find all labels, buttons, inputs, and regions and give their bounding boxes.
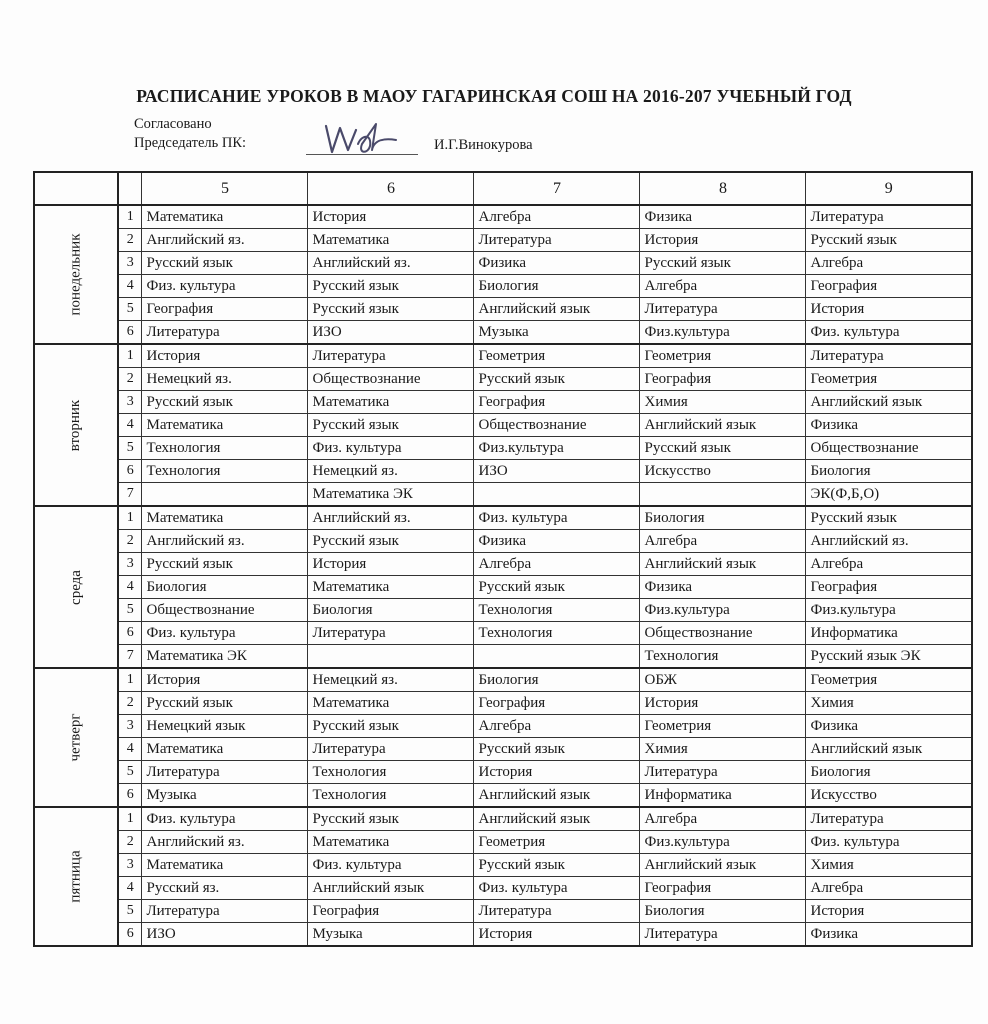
lesson-cell: Физика: [640, 205, 806, 229]
signature-line: [306, 154, 418, 155]
day-label-cell: [34, 807, 118, 946]
lesson-cell: Английский язык: [640, 553, 806, 576]
lesson-cell: Алгебра: [474, 205, 640, 229]
lesson-cell: Математика: [308, 831, 474, 854]
lesson-number: 4: [118, 877, 142, 900]
table-row: [34, 576, 972, 599]
lesson-number: 3: [118, 553, 142, 576]
lesson-cell: Физ. культура: [142, 275, 308, 298]
lesson-number: 4: [118, 414, 142, 437]
lesson-number: 3: [118, 854, 142, 877]
table-row: [34, 321, 972, 345]
lesson-cell: Русский язык: [474, 738, 640, 761]
approval-agreed-label: Согласовано: [134, 116, 212, 132]
lesson-cell: Литература: [308, 344, 474, 368]
lesson-number: 2: [118, 692, 142, 715]
lesson-cell: [640, 483, 806, 507]
lesson-cell: Химия: [640, 391, 806, 414]
table-row: [34, 298, 972, 321]
table-row: [34, 761, 972, 784]
lesson-cell: История: [142, 668, 308, 692]
lesson-cell: ЭК(Ф,Б,О): [806, 483, 972, 507]
lesson-cell: Английский яз.: [806, 530, 972, 553]
lesson-cell: Литература: [640, 298, 806, 321]
lesson-cell: Физ. культура: [142, 622, 308, 645]
lesson-cell: Русский язык: [640, 437, 806, 460]
lesson-cell: Русский язык: [308, 275, 474, 298]
table-row: [34, 599, 972, 622]
table-row: [34, 923, 972, 947]
lesson-cell: ОБЖ: [640, 668, 806, 692]
lesson-cell: Английский яз.: [308, 506, 474, 530]
table-row: [34, 900, 972, 923]
lesson-cell: Русский язык: [308, 807, 474, 831]
lesson-cell: Русский язык: [142, 252, 308, 275]
lesson-cell: География: [474, 391, 640, 414]
lesson-cell: Английский яз.: [142, 530, 308, 553]
lesson-cell: Геометрия: [806, 668, 972, 692]
lesson-cell: Английский яз.: [142, 831, 308, 854]
lesson-cell: Литература: [474, 900, 640, 923]
day-label: пятница: [67, 850, 84, 903]
lesson-cell: Технология: [142, 437, 308, 460]
lesson-cell: Русский язык: [308, 298, 474, 321]
lesson-cell: География: [308, 900, 474, 923]
table-row: [34, 368, 972, 391]
approval-chair-label: Председатель ПК:: [134, 135, 247, 151]
lesson-cell: Русский язык: [806, 506, 972, 530]
lesson-cell: Технология: [640, 645, 806, 669]
lesson-cell: Алгебра: [806, 252, 972, 275]
lesson-cell: Биология: [474, 668, 640, 692]
lesson-number: 2: [118, 530, 142, 553]
lesson-number: 6: [118, 321, 142, 345]
lesson-cell: Алгебра: [806, 553, 972, 576]
lesson-cell: Биология: [640, 506, 806, 530]
lesson-cell: Немецкий яз.: [308, 460, 474, 483]
lesson-cell: Английский яз.: [142, 229, 308, 252]
lesson-cell: Технология: [308, 761, 474, 784]
grade-header: 5: [142, 172, 308, 205]
lesson-cell: Физ. культура: [308, 437, 474, 460]
lesson-cell: Алгебра: [474, 553, 640, 576]
lesson-cell: География: [474, 692, 640, 715]
lesson-number: 5: [118, 599, 142, 622]
lesson-cell: Биология: [806, 460, 972, 483]
lesson-cell: Русский яз.: [142, 877, 308, 900]
lesson-cell: Английский яз.: [308, 252, 474, 275]
lesson-number: 3: [118, 715, 142, 738]
lesson-number: 2: [118, 368, 142, 391]
lesson-cell: Русский язык: [308, 715, 474, 738]
lesson-cell: Искусство: [640, 460, 806, 483]
lesson-cell: Обществознание: [640, 622, 806, 645]
table-row: [34, 483, 972, 507]
lesson-cell: История: [308, 553, 474, 576]
lesson-cell: История: [474, 761, 640, 784]
lesson-cell: Физ. культура: [474, 877, 640, 900]
lesson-cell: Биология: [474, 275, 640, 298]
lesson-cell: Литература: [640, 761, 806, 784]
lesson-cell: Литература: [806, 344, 972, 368]
lesson-cell: [474, 645, 640, 669]
lesson-cell: Английский язык: [806, 391, 972, 414]
lesson-cell: Математика: [308, 229, 474, 252]
document-title: РАСПИСАНИЕ УРОКОВ В МАОУ ГАГАРИНСКАЯ СОШ НА 2016-207 УЧЕБНЫЙ ГОД: [136, 86, 852, 106]
lesson-number: 1: [118, 668, 142, 692]
lesson-number: 6: [118, 622, 142, 645]
lesson-cell: Английский язык: [474, 784, 640, 808]
lesson-number: 6: [118, 460, 142, 483]
lesson-number: 2: [118, 229, 142, 252]
table-row: [34, 738, 972, 761]
lesson-cell: Математика: [308, 692, 474, 715]
lesson-cell: Литература: [806, 205, 972, 229]
lesson-cell: Обществознание: [806, 437, 972, 460]
table-row: [34, 229, 972, 252]
grade-header: 9: [806, 172, 972, 205]
lesson-cell: Литература: [640, 923, 806, 947]
lesson-cell: ИЗО: [474, 460, 640, 483]
lesson-cell: История: [806, 298, 972, 321]
day-label: понедельник: [67, 233, 84, 316]
lesson-number: 5: [118, 437, 142, 460]
lesson-number: 1: [118, 344, 142, 368]
table-row: [34, 414, 972, 437]
lesson-cell: Русский язык: [142, 391, 308, 414]
table-row: [34, 622, 972, 645]
lesson-cell: Геометрия: [806, 368, 972, 391]
day-label-cell: [34, 205, 118, 344]
lesson-cell: Немецкий яз.: [308, 668, 474, 692]
table-row: [34, 553, 972, 576]
lesson-cell: Английский язык: [308, 877, 474, 900]
lesson-cell: Физика: [640, 576, 806, 599]
lesson-cell: Обществознание: [142, 599, 308, 622]
lesson-cell: Физ.культура: [474, 437, 640, 460]
table-row: [34, 831, 972, 854]
lesson-cell: Технология: [142, 460, 308, 483]
lesson-cell: [142, 483, 308, 507]
approval-block: [134, 115, 246, 153]
day-label-cell: [34, 668, 118, 807]
lesson-cell: Технология: [474, 599, 640, 622]
table-row: [34, 645, 972, 669]
lesson-cell: Химия: [640, 738, 806, 761]
lesson-cell: Немецкий язык: [142, 715, 308, 738]
lesson-cell: Информатика: [640, 784, 806, 808]
lesson-cell: Русский язык: [142, 553, 308, 576]
lesson-cell: Геометрия: [640, 344, 806, 368]
lesson-cell: Английский язык: [474, 298, 640, 321]
lesson-number: 6: [118, 923, 142, 947]
lesson-cell: История: [640, 229, 806, 252]
lesson-number: 2: [118, 831, 142, 854]
lesson-cell: Математика: [142, 738, 308, 761]
lesson-cell: Математика: [142, 414, 308, 437]
lesson-cell: [474, 483, 640, 507]
table-row: [34, 391, 972, 414]
lesson-cell: Музыка: [308, 923, 474, 947]
lesson-cell: Физ.культура: [640, 599, 806, 622]
lesson-cell: Искусство: [806, 784, 972, 808]
lesson-cell: История: [640, 692, 806, 715]
lesson-cell: Алгебра: [806, 877, 972, 900]
table-row: [34, 692, 972, 715]
corner-cell: [34, 172, 118, 205]
lesson-cell: География: [806, 275, 972, 298]
lesson-cell: Алгебра: [640, 275, 806, 298]
table-row: [34, 344, 972, 368]
lesson-cell: Биология: [640, 900, 806, 923]
lesson-number: 6: [118, 784, 142, 808]
table-row: [34, 668, 972, 692]
lesson-cell: Физика: [806, 715, 972, 738]
lesson-cell: Физ.культура: [640, 321, 806, 345]
lesson-number: 5: [118, 900, 142, 923]
lesson-cell: Химия: [806, 854, 972, 877]
day-label-cell: [34, 344, 118, 506]
lesson-cell: Физ. культура: [806, 831, 972, 854]
lesson-cell: Математика: [308, 391, 474, 414]
lesson-cell: Математика: [142, 506, 308, 530]
table-row: [34, 877, 972, 900]
lesson-cell: Физ. культура: [142, 807, 308, 831]
lesson-cell: Литература: [142, 761, 308, 784]
lesson-cell: Русский язык: [474, 854, 640, 877]
lesson-number: 1: [118, 205, 142, 229]
lesson-cell: Биология: [806, 761, 972, 784]
lesson-cell: История: [142, 344, 308, 368]
schedule-table: [33, 171, 973, 947]
lesson-cell: Геометрия: [474, 831, 640, 854]
lesson-number: 3: [118, 391, 142, 414]
lesson-cell: Английский язык: [806, 738, 972, 761]
table-row: [34, 506, 972, 530]
lesson-cell: Русский язык: [806, 229, 972, 252]
lesson-cell: Физ.культура: [640, 831, 806, 854]
lesson-cell: Математика: [142, 205, 308, 229]
lesson-cell: Физика: [474, 252, 640, 275]
lesson-cell: Информатика: [806, 622, 972, 645]
lesson-cell: Русский язык: [640, 252, 806, 275]
lesson-cell: Математика ЭК: [142, 645, 308, 669]
lesson-number: 3: [118, 252, 142, 275]
lesson-cell: История: [806, 900, 972, 923]
lesson-cell: Физ. культура: [806, 321, 972, 345]
lesson-cell: География: [640, 368, 806, 391]
day-label: вторник: [67, 399, 84, 451]
table-row: [34, 854, 972, 877]
lesson-cell: Физ. культура: [308, 854, 474, 877]
lesson-cell: География: [142, 298, 308, 321]
table-row: [34, 715, 972, 738]
lesson-cell: Английский язык: [640, 414, 806, 437]
lesson-cell: Английский язык: [474, 807, 640, 831]
lesson-cell: Алгебра: [640, 530, 806, 553]
lesson-cell: Технология: [308, 784, 474, 808]
grade-header: 7: [474, 172, 640, 205]
lesson-cell: Математика: [142, 854, 308, 877]
lesson-cell: Литература: [142, 321, 308, 345]
lesson-cell: Обществознание: [308, 368, 474, 391]
lesson-number: 5: [118, 298, 142, 321]
grade-header: 8: [640, 172, 806, 205]
lesson-cell: Физика: [806, 923, 972, 947]
lesson-number: 7: [118, 483, 142, 507]
table-row: [34, 252, 972, 275]
table-row: [34, 205, 972, 229]
lesson-cell: История: [474, 923, 640, 947]
lesson-cell: Литература: [308, 738, 474, 761]
lesson-cell: Русский язык: [474, 576, 640, 599]
lesson-cell: Биология: [308, 599, 474, 622]
lesson-cell: Русский язык: [308, 530, 474, 553]
lesson-cell: Химия: [806, 692, 972, 715]
lesson-number: 4: [118, 576, 142, 599]
lesson-number: 5: [118, 761, 142, 784]
lesson-cell: История: [308, 205, 474, 229]
lesson-cell: Музыка: [474, 321, 640, 345]
grade-header: 6: [308, 172, 474, 205]
lesson-number: 4: [118, 738, 142, 761]
lesson-cell: Русский язык: [308, 414, 474, 437]
lesson-cell: Физ.культура: [806, 599, 972, 622]
lesson-cell: Литература: [308, 622, 474, 645]
lesson-cell: Технология: [474, 622, 640, 645]
lesson-cell: Алгебра: [640, 807, 806, 831]
day-label: четверг: [67, 713, 84, 762]
day-label-cell: [34, 506, 118, 668]
lesson-cell: Литература: [142, 900, 308, 923]
lesson-cell: ИЗО: [308, 321, 474, 345]
corner-num-cell: [118, 172, 142, 205]
lesson-cell: Математика: [308, 576, 474, 599]
lesson-cell: Алгебра: [474, 715, 640, 738]
lesson-cell: Физика: [474, 530, 640, 553]
lesson-cell: Физ. культура: [474, 506, 640, 530]
lesson-number: 1: [118, 807, 142, 831]
lesson-cell: ИЗО: [142, 923, 308, 947]
lesson-cell: Русский язык: [474, 368, 640, 391]
lesson-cell: Литература: [806, 807, 972, 831]
lesson-cell: Геометрия: [640, 715, 806, 738]
lesson-cell: Геометрия: [474, 344, 640, 368]
lesson-number: 1: [118, 506, 142, 530]
lesson-cell: Русский язык: [142, 692, 308, 715]
lesson-cell: Английский язык: [640, 854, 806, 877]
table-row: [34, 530, 972, 553]
lesson-cell: География: [640, 877, 806, 900]
table-row: [34, 460, 972, 483]
table-row: [34, 437, 972, 460]
lesson-cell: [308, 645, 474, 669]
table-row: [34, 807, 972, 831]
lesson-cell: Физика: [806, 414, 972, 437]
signer-name: И.Г.Винокурова: [434, 137, 533, 153]
lesson-cell: Немецкий яз.: [142, 368, 308, 391]
lesson-cell: Математика ЭК: [308, 483, 474, 507]
lesson-cell: Русский язык ЭК: [806, 645, 972, 669]
lesson-cell: Литература: [474, 229, 640, 252]
table-row: [34, 784, 972, 808]
lesson-cell: География: [806, 576, 972, 599]
day-label: среда: [67, 569, 84, 605]
lesson-cell: Обществознание: [474, 414, 640, 437]
lesson-number: 4: [118, 275, 142, 298]
lesson-cell: Музыка: [142, 784, 308, 808]
table-row: [34, 275, 972, 298]
lesson-number: 7: [118, 645, 142, 669]
lesson-cell: Биология: [142, 576, 308, 599]
grade-header-row: [34, 172, 972, 205]
